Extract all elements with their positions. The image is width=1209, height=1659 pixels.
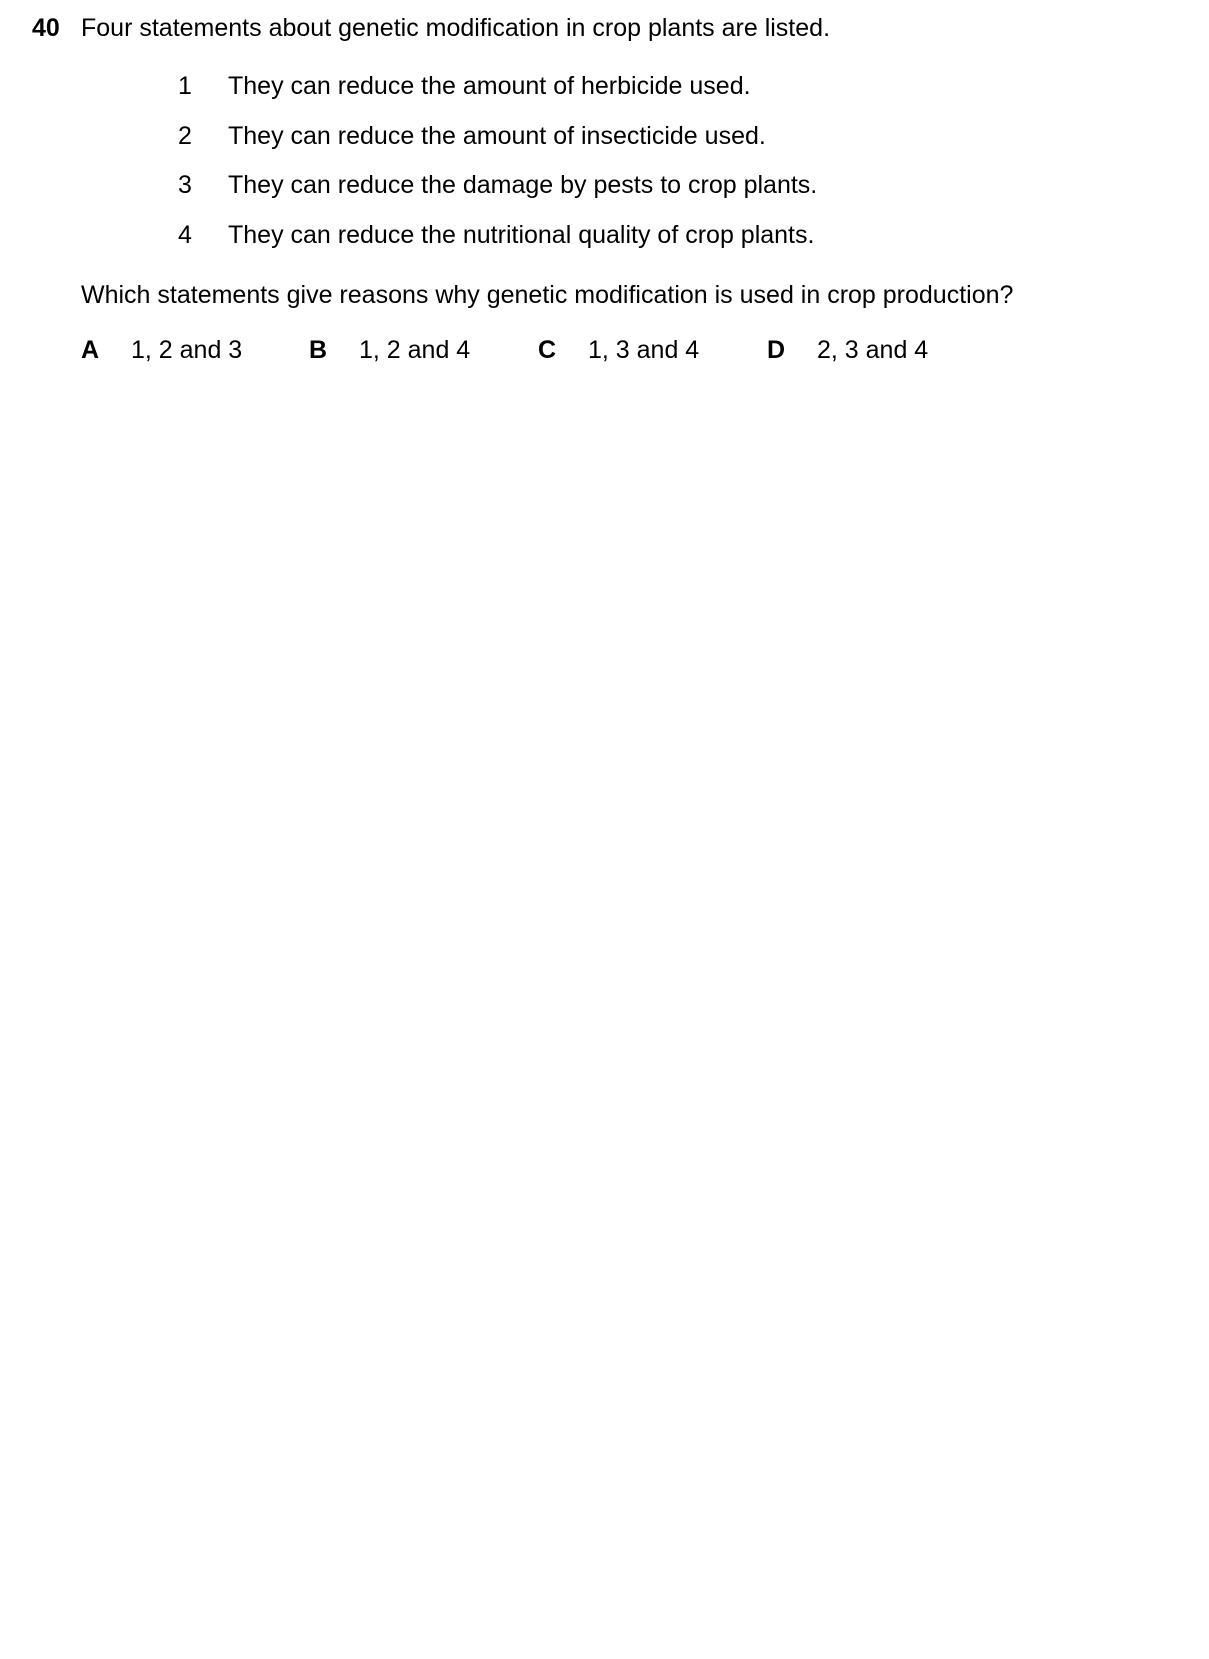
statement-number: 3 [178,171,192,199]
statement-text: They can reduce the amount of herbicide used. [228,72,751,100]
option-letter: C [538,336,557,364]
statement-item [0,221,1209,251]
question-number: 40 [32,14,60,42]
option-letter: A [81,336,100,364]
statement-number: 1 [178,72,192,100]
option-text: 1, 2 and 3 [131,336,243,364]
statement-item [0,171,1209,201]
statement-text: They can reduce the nutritional quality of crop plants. [228,221,815,249]
question-prompt: Which statements give reasons why genetic modification is used in crop production? [81,281,1014,309]
option-letter: D [767,336,786,364]
statement-text: They can reduce the damage by pests to crop plants. [228,171,818,199]
statement-item [0,72,1209,102]
answer-options [0,336,1209,366]
statement-number: 2 [178,122,192,150]
option-text: 2, 3 and 4 [817,336,929,364]
statement-item [0,122,1209,152]
statement-text: They can reduce the amount of insecticide used. [228,122,766,150]
option-letter: B [309,336,328,364]
statement-number: 4 [178,221,192,249]
option-text: 1, 3 and 4 [588,336,700,364]
question-stem: Four statements about genetic modification in crop plants are listed. [81,14,831,42]
option-text: 1, 2 and 4 [359,336,471,364]
